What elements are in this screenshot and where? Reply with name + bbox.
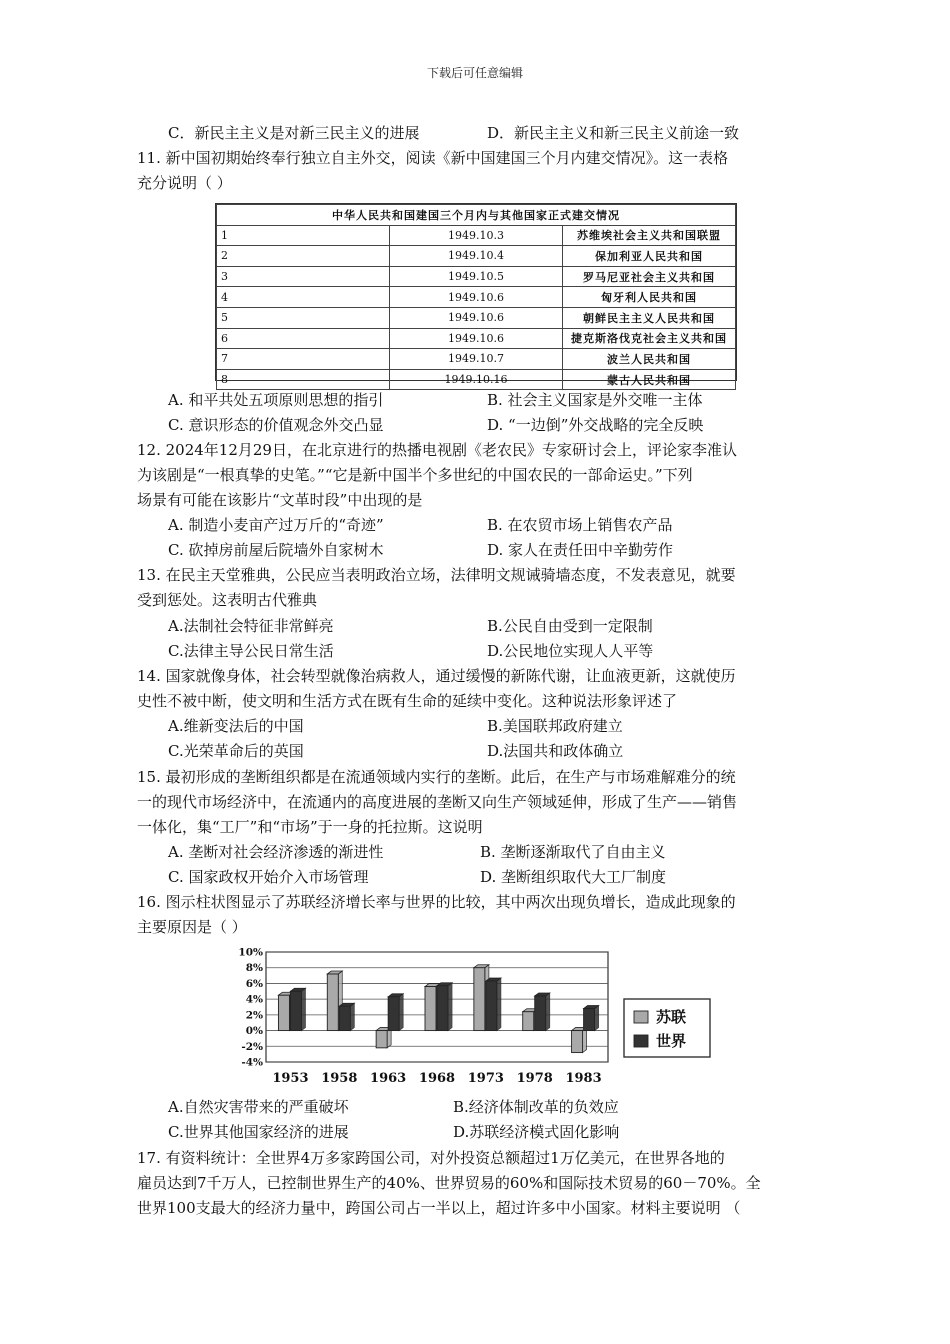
q17-stem-line1: 17. 有资料统计：全世界4万多家跨国公司，对外投资总额超过1万亿美元，在世界各地的 bbox=[137, 1149, 725, 1167]
q13-option-b[interactable]: B.公民自由受到一定限制 bbox=[487, 617, 653, 635]
table-cell-no: 1 bbox=[217, 225, 390, 246]
bar-世界-1968 bbox=[437, 986, 448, 1031]
table-row bbox=[217, 307, 736, 328]
bar-depth bbox=[583, 1028, 587, 1053]
table-cell-date: 1949.10.6 bbox=[390, 328, 563, 349]
q14-stem-line2: 史性不被中断，使文明和生活方式在既有生命的延续中变化。这种说法形象评述了 bbox=[137, 692, 678, 710]
q15-option-d[interactable]: D. 垄断组织取代大工厂制度 bbox=[480, 868, 667, 886]
q12-stem-line2: 为该剧是“一根真挚的史笔。”“它是新中国半个多世纪的中国农民的一部命运史。”下列 bbox=[137, 466, 693, 484]
table-row bbox=[217, 225, 736, 246]
q15-stem-line2: 一的现代市场经济中，在流通内的高度进展的垄断又向生产领域延伸，形成了生产——销售 bbox=[137, 793, 738, 811]
q12-option-a[interactable]: A. 制造小麦亩产过万斤的“奇迹” bbox=[168, 516, 384, 534]
q11-stem-line1: 11. 新中国初期始终奉行独立自主外交，阅读《新中国建国三个月内建交情况》。这一表格 bbox=[137, 149, 729, 167]
bar-depth bbox=[595, 1006, 599, 1031]
x-tick-label: 1983 bbox=[565, 1071, 602, 1086]
q12-option-b[interactable]: B. 在农贸市场上销售农产品 bbox=[487, 516, 673, 534]
q14-stem-line1: 14. 国家就像身体，社会转型就像治病救人，通过缓慢的新陈代谢，让血液更新，这就使历 bbox=[137, 667, 736, 685]
q16-option-b[interactable]: B.经济体制改革的负效应 bbox=[453, 1098, 619, 1116]
q14-option-a[interactable]: A.维新变法后的中国 bbox=[168, 717, 304, 735]
bar-depth bbox=[301, 988, 305, 1030]
table-cell-no: 3 bbox=[217, 266, 390, 287]
q10-option-c[interactable]: C．新民主主义是对新三民主义的进展 bbox=[168, 124, 420, 142]
table-row bbox=[217, 287, 736, 308]
growth-rate-chart bbox=[228, 944, 728, 1090]
q14-option-b[interactable]: B.美国联邦政府建立 bbox=[487, 717, 623, 735]
table-title: 中华人民共和国建国三个月内与其他国家正式建交情况 bbox=[217, 205, 736, 226]
table-cell-country: 蒙古人民共和国 bbox=[563, 369, 736, 390]
q15-stem-line1: 15. 最初形成的垄断组织都是在流通领域内实行的垄断。此后，在生产与市场难解难分的统 bbox=[137, 768, 736, 786]
table-cell-country: 保加利亚人民共和国 bbox=[563, 246, 736, 267]
q12-option-c[interactable]: C. 砍掉房前屋后院墙外自家树木 bbox=[168, 541, 384, 559]
bar-depth bbox=[497, 978, 501, 1031]
bar-depth bbox=[350, 1003, 354, 1030]
q14-option-c[interactable]: C.光荣革命后的英国 bbox=[168, 742, 304, 760]
q11-option-b[interactable]: B. 社会主义国家是外交唯一主体 bbox=[487, 391, 703, 409]
bar-世界-1953 bbox=[290, 991, 301, 1030]
table-cell-no: 7 bbox=[217, 349, 390, 370]
bar-世界-1958 bbox=[339, 1006, 350, 1030]
q12-option-d[interactable]: D. 家人在责任田中辛勤劳作 bbox=[487, 541, 674, 559]
y-tick-label: 0% bbox=[245, 1025, 263, 1038]
x-tick-label: 1973 bbox=[467, 1071, 504, 1086]
bar-苏联-1983 bbox=[572, 1031, 583, 1053]
y-tick-label: 4% bbox=[245, 993, 263, 1006]
bar-苏联-1953 bbox=[278, 995, 289, 1030]
table-cell-date: 1949.10.3 bbox=[390, 225, 563, 246]
table-row bbox=[217, 349, 736, 370]
legend-swatch bbox=[634, 1011, 648, 1023]
q11-stem-line2: 充分说明（ ） bbox=[137, 174, 232, 192]
bar-世界-1973 bbox=[486, 981, 497, 1031]
table-cell-no: 4 bbox=[217, 287, 390, 308]
q17-stem-line3: 世界100支最大的经济力量中，跨国公司占一半以上，超过许多中小国家。材料主要说明 （ bbox=[137, 1199, 741, 1217]
y-tick-label: 10% bbox=[238, 946, 263, 959]
table-row bbox=[217, 328, 736, 349]
q15-option-c[interactable]: C. 国家政权开始介入市场管理 bbox=[168, 868, 369, 886]
table-cell-no: 8 bbox=[217, 369, 390, 390]
table-cell-date: 1949.10.6 bbox=[390, 287, 563, 308]
bar-苏联-1968 bbox=[425, 987, 436, 1031]
q15-option-a[interactable]: A. 垄断对社会经济渗透的渐进性 bbox=[168, 843, 384, 861]
bar-苏联-1963 bbox=[376, 1031, 387, 1048]
bar-depth bbox=[448, 983, 452, 1031]
bar-苏联-1978 bbox=[523, 1012, 534, 1031]
q14-option-d[interactable]: D.法国共和政体确立 bbox=[487, 742, 624, 760]
table-row bbox=[217, 369, 736, 390]
table-cell-date: 1949.10.5 bbox=[390, 266, 563, 287]
legend-label: 世界 bbox=[656, 1032, 687, 1050]
q12-stem-line1: 12. 2024年12月29日，在北京进行的热播电视剧《老农民》专家研讨会上，评论家李准认 bbox=[137, 441, 737, 459]
q13-option-d[interactable]: D.公民地位实现人人平等 bbox=[487, 642, 654, 660]
q12-stem-line3: 场景有可能在该影片“文革时段”中出现的是 bbox=[137, 491, 423, 509]
y-tick-label: 6% bbox=[245, 977, 263, 990]
x-tick-label: 1963 bbox=[370, 1071, 407, 1086]
q13-option-c[interactable]: C.法律主导公民日常生活 bbox=[168, 642, 334, 660]
legend-label: 苏联 bbox=[656, 1008, 687, 1026]
bar-世界-1983 bbox=[584, 1009, 595, 1031]
diplomacy-table bbox=[215, 203, 737, 387]
q16-stem-line1: 16. 图示柱状图显示了苏联经济增长率与世界的比较，其中两次出现负增长，造成此现象的 bbox=[137, 893, 736, 911]
table-cell-date: 1949.10.6 bbox=[390, 307, 563, 328]
bar-世界-1978 bbox=[535, 996, 546, 1031]
y-tick-label: -2% bbox=[241, 1040, 263, 1053]
q11-option-c[interactable]: C. 意识形态的价值观念外交凸显 bbox=[168, 416, 384, 434]
page-header: 下载后可任意编辑 bbox=[426, 66, 523, 80]
bar-苏联-1973 bbox=[474, 968, 485, 1031]
table-cell-country: 朝鲜民主主义人民共和国 bbox=[563, 307, 736, 328]
q13-stem-line2: 受到惩处。这表明古代雅典 bbox=[137, 591, 318, 609]
table-cell-country: 匈牙利人民共和国 bbox=[563, 287, 736, 308]
table-row bbox=[217, 266, 736, 287]
legend-swatch bbox=[634, 1035, 648, 1047]
q16-option-a[interactable]: A.自然灾害带来的严重破坏 bbox=[168, 1098, 349, 1116]
table-cell-no: 6 bbox=[217, 328, 390, 349]
bar-depth bbox=[399, 994, 403, 1031]
q11-option-a[interactable]: A. 和平共处五项原则思想的指引 bbox=[168, 391, 384, 409]
table-cell-country: 罗马尼亚社会主义共和国 bbox=[563, 266, 736, 287]
q17-stem-line2: 雇员达到7千万人，已控制世界生产的40%、世界贸易的60%和国际技术贸易的60－70%。全 bbox=[137, 1174, 761, 1192]
q13-option-a[interactable]: A.法制社会特征非常鲜亮 bbox=[168, 617, 334, 635]
table-cell-no: 2 bbox=[217, 246, 390, 267]
table-cell-country: 苏维埃社会主义共和国联盟 bbox=[563, 225, 736, 246]
q16-stem-line2: 主要原因是（ ） bbox=[137, 918, 247, 936]
bar-苏联-1958 bbox=[327, 974, 338, 1031]
table-cell-date: 1949.10.4 bbox=[390, 246, 563, 267]
y-tick-label: 2% bbox=[245, 1009, 263, 1022]
y-tick-label: 8% bbox=[245, 962, 263, 975]
q13-stem-line1: 13. 在民主天堂雅典，公民应当表明政治立场，法律明文规诫骑墙态度，不发表意见，就要 bbox=[137, 566, 736, 584]
q10-option-d[interactable]: D．新民主主义和新三民主义前途一致 bbox=[487, 124, 740, 142]
x-tick-label: 1953 bbox=[272, 1071, 309, 1086]
table-cell-date: 1949.10.16 bbox=[390, 369, 563, 390]
y-tick-label: -4% bbox=[241, 1056, 263, 1069]
q16-option-c[interactable]: C.世界其他国家经济的进展 bbox=[168, 1123, 349, 1141]
q16-option-d[interactable]: D.苏联经济模式固化影响 bbox=[453, 1123, 620, 1141]
q15-option-b[interactable]: B. 垄断逐渐取代了自由主义 bbox=[480, 843, 666, 861]
x-tick-label: 1958 bbox=[321, 1071, 358, 1086]
bar-世界-1963 bbox=[388, 997, 399, 1031]
x-tick-label: 1968 bbox=[418, 1071, 456, 1086]
table-cell-no: 5 bbox=[217, 307, 390, 328]
table-cell-date: 1949.10.7 bbox=[390, 349, 563, 370]
bar-depth bbox=[546, 993, 550, 1031]
x-tick-label: 1978 bbox=[516, 1071, 553, 1086]
table-row bbox=[217, 246, 736, 267]
table-cell-country: 捷克斯洛伐克社会主义共和国 bbox=[563, 328, 736, 349]
table-cell-country: 波兰人民共和国 bbox=[563, 349, 736, 370]
q11-option-d[interactable]: D. “一边倒”外交战略的完全反映 bbox=[487, 416, 704, 434]
q15-stem-line3: 一体化，集“工厂”和“市场”于一身的托拉斯。这说明 bbox=[137, 818, 483, 836]
